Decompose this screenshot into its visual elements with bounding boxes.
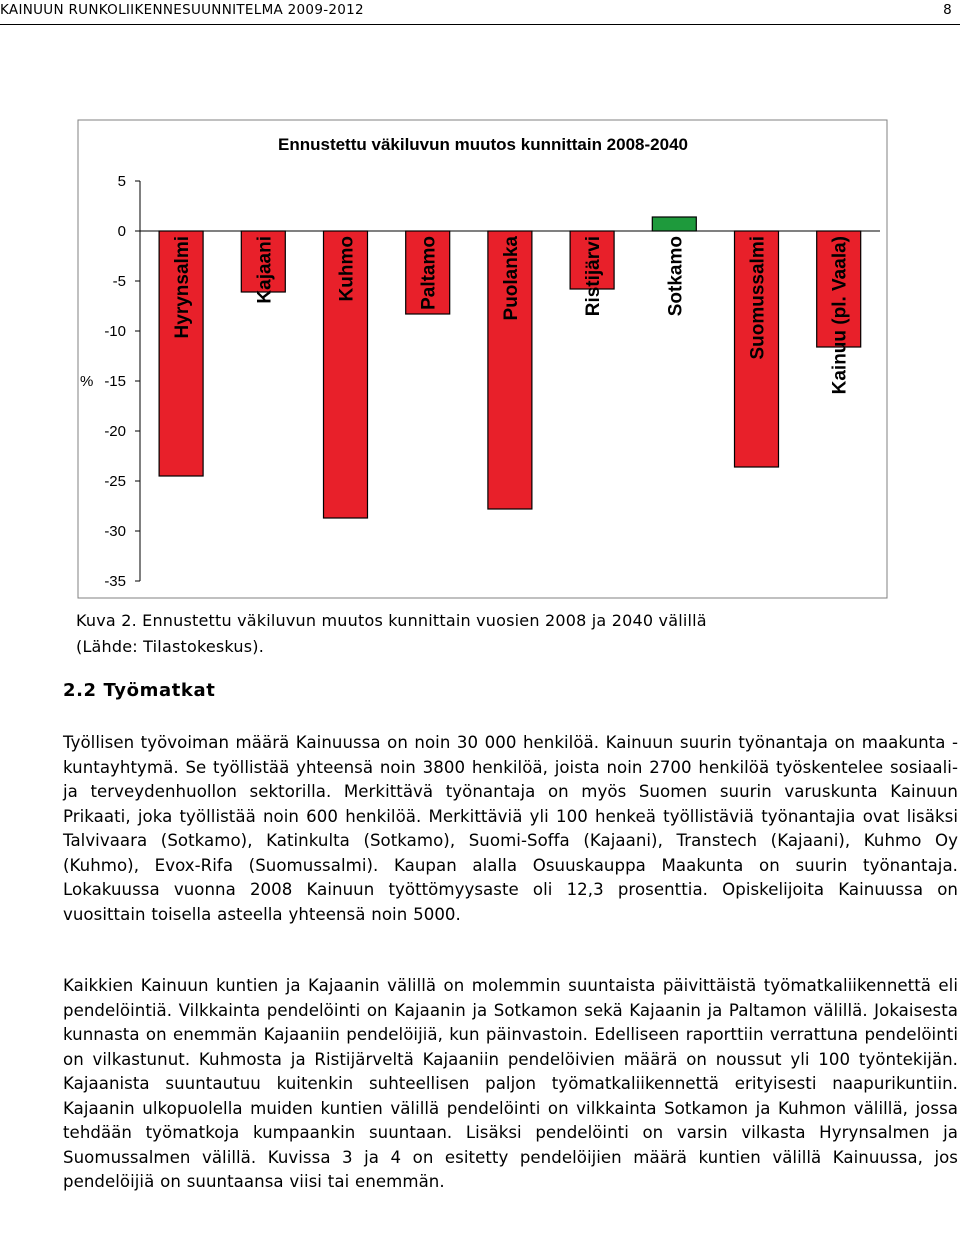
category-label: Suomussalmi <box>747 236 769 360</box>
y-tick-label: -25 <box>104 473 126 490</box>
page-number: 8 <box>943 2 952 18</box>
category-label: Puolanka <box>500 236 522 321</box>
caption-line-2: (Lähde: Tilastokeskus). <box>76 637 265 656</box>
category-label: Paltamo <box>418 236 440 310</box>
y-tick-label: -5 <box>112 273 126 290</box>
y-tick-label: -15 <box>104 373 126 390</box>
category-label: Ristijärvi <box>583 236 605 317</box>
y-tick-label: 5 <box>117 173 126 190</box>
paragraph-commuting: Kaikkien Kainuun kuntien ja Kajaanin välillä on molemmin suuntaista päivittäistä työmatkaliikennettä eli pendelöintiä. Vilkkainta pendelöinti on Kajaanin ja Sotkamon sekä Kajaanin ja Paltamon välillä. Jokaisesta kunnasta on enemmän Kajaaniin pendelöijiä, kun päinvastoin. Edelliseen raporttiin verrattuna pendelöinti on vilkastunut. Kuhmosta ja Ristijärveltä Kajaaniin pendelöivien määrä on noussut yli 100 työntekijän. Kajaanista suuntautuu kuitenkin suhteellisen paljon työmatkaliikennettä erityisesti naapurikuntiin. Kajaanin ulkopuolella muiden kuntien välillä pendelöinti on vilkkainta Sotkamon ja Kuhmon välillä, jossa tehdään työmatkoja kumpaankin suuntaan. Lisäksi pendelöinti on varsin vilkasta Hyrynsalmen ja Suomussalmen välillä. Kuvissa 3 ja 4 on esitetty pendelöijien määrä kuntien välillä Kainuussa, jos pendelöijiä on suuntaansa viisi tai enemmän. <box>63 976 958 1191</box>
category-label: Kuhmo <box>336 236 358 302</box>
category-label: Kajaani <box>254 236 276 304</box>
population-change-chart <box>0 0 960 600</box>
document-title: KAINUUN RUNKOLIIKENNESUUNNITELMA 2009-2012 <box>0 2 364 18</box>
paragraph-employment: Työllisen työvoiman määrä Kainuussa on noin 30 000 henkilöä. Kainuun suurin työnantaja on maakunta -kuntayhtymä. Se työllistää yhteensä noin 3800 henkilöä, joista noin 2700 henkilöä työskentelee sosiaali- ja terveydenhuollon sektorilla. Merkittävä työnantaja on myös Suomen suurin varuskunta Kainuun Prikaati, joka työllistää noin 600 henkilöä. Merkittäviä yli 100 henkeä työllistäviä työnantajia ovat lisäksi Talvivaara (Sotkamo), Katinkulta (Sotkamo), Suomi-Soffa (Kajaani), Transtech (Kajaani), Kuhmo Oy (Kuhmo), Evox-Rifa (Suomussalmi). Kaupan alalla Osuuskauppa Maakunta on suurin työnantaja. Lokakuussa vuonna 2008 Kainuun työttömyysaste oli 12,3 prosenttia. Opiskelijoita Kainuussa on vuosittain toisella asteella yhteensä noin 5000. <box>63 733 958 924</box>
y-tick-label: 0 <box>117 223 126 240</box>
figure-caption <box>76 608 836 660</box>
y-tick-label: -20 <box>104 423 126 440</box>
category-label: Sotkamo <box>665 236 687 317</box>
chart-title: Ennustettu väkiluvun muutos kunnittain 2008-2040 <box>278 135 688 154</box>
caption-line-1: Kuva 2. Ennustettu väkiluvun muutos kunnittain vuosien 2008 ja 2040 välillä <box>76 611 707 630</box>
section-heading: 2.2 Työmatkat <box>63 680 216 701</box>
y-tick-label: -10 <box>104 323 126 340</box>
bar <box>652 217 696 231</box>
category-label: Hyrynsalmi <box>172 236 194 339</box>
y-tick-label: -35 <box>104 573 126 590</box>
y-axis-label: % <box>80 373 94 390</box>
category-label: Kainuu (pl. Vaala) <box>829 236 851 395</box>
y-tick-label: -30 <box>104 523 126 540</box>
